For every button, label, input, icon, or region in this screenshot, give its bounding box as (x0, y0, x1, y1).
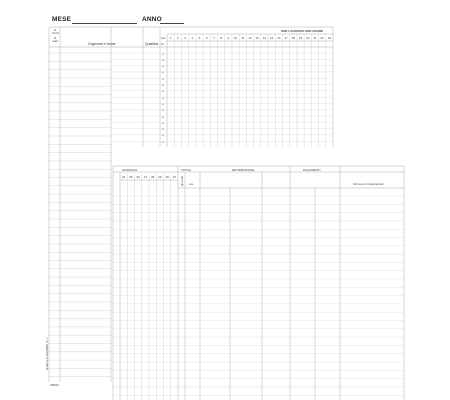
year-label: ANNO (142, 16, 162, 23)
row-marker: o (162, 76, 164, 81)
day-label: 2 (176, 35, 179, 40)
publisher-text: Grafiche E.GASPARI S.r.l. (45, 337, 49, 370)
totali-giornate-label: giornate (180, 175, 184, 186)
row-marker: o (162, 83, 164, 87)
day-label: 7 (213, 35, 215, 40)
day-label: 24 (121, 174, 126, 179)
day-label: 20 (306, 35, 310, 40)
row-marker: o (162, 108, 164, 113)
day-label: 5 (198, 35, 201, 40)
row-marker: o (162, 127, 164, 132)
row-marker: o (162, 101, 164, 106)
row-marker: o (162, 120, 164, 125)
day-label: 1 (169, 35, 172, 40)
row-marker: o (162, 133, 164, 138)
day-label: 27 (143, 174, 148, 179)
pagamenti-label: PAGAMENTI (303, 167, 321, 172)
day-label: 12 (248, 35, 252, 40)
day-label: 28 (150, 174, 155, 179)
day-label: 22 (320, 35, 324, 40)
row-marker: o (162, 89, 164, 94)
day-label: 13 (255, 35, 259, 40)
day-label: 15 (269, 35, 274, 40)
firma-label: Firma e/o Osservazioni (353, 182, 384, 186)
day-label: 18 (291, 35, 295, 40)
row-marker: o (162, 57, 164, 62)
col-number-label: N. d'ord. (52, 28, 60, 36)
row-marker: o (162, 51, 164, 56)
day-label: 9 (227, 35, 230, 40)
day-label: 29 (158, 174, 162, 179)
day-label: 31 (172, 174, 177, 179)
ore-label: ore (189, 182, 194, 186)
form-code: 3555X2 (50, 384, 59, 387)
day-label: 11 (241, 35, 245, 40)
row-marker: o (162, 139, 164, 144)
month-label: MESE (52, 16, 72, 23)
day-label: 17 (284, 35, 288, 40)
day-label: 23 (327, 35, 332, 40)
row-marker: o (162, 95, 164, 100)
hours-header: ORE LAVORATE PER GIORNI (281, 29, 323, 33)
row-marker: o (162, 114, 164, 119)
day-label: 16 (277, 35, 281, 40)
row-marker: o (162, 70, 164, 75)
day-label: 8 (220, 35, 222, 40)
day-label: 4 (191, 35, 194, 40)
day-label: 30 (165, 174, 169, 179)
col-register-label: N. matr. (52, 36, 59, 44)
day-label: 21 (313, 35, 317, 40)
row-marker: o (162, 64, 164, 69)
day-label: 14 (262, 35, 267, 40)
day-label: 26 (136, 174, 140, 179)
col-orario-label: ore (161, 36, 166, 40)
retribuzione-label: RETRIBUZIONE (232, 167, 255, 172)
day-label: 10 (233, 35, 238, 40)
col-inizio-label: ini (161, 42, 165, 46)
day-label: 25 (129, 174, 133, 179)
day-label: 3 (184, 35, 186, 40)
totali-label: TOTALI (181, 167, 192, 172)
giornata-label: GIORNATA (122, 167, 138, 172)
col-qualification-label: Qualifica (145, 42, 159, 46)
day-label: 6 (205, 35, 208, 40)
day-label: 19 (298, 35, 303, 40)
col-name-label: Cognome e Nome (88, 42, 116, 46)
